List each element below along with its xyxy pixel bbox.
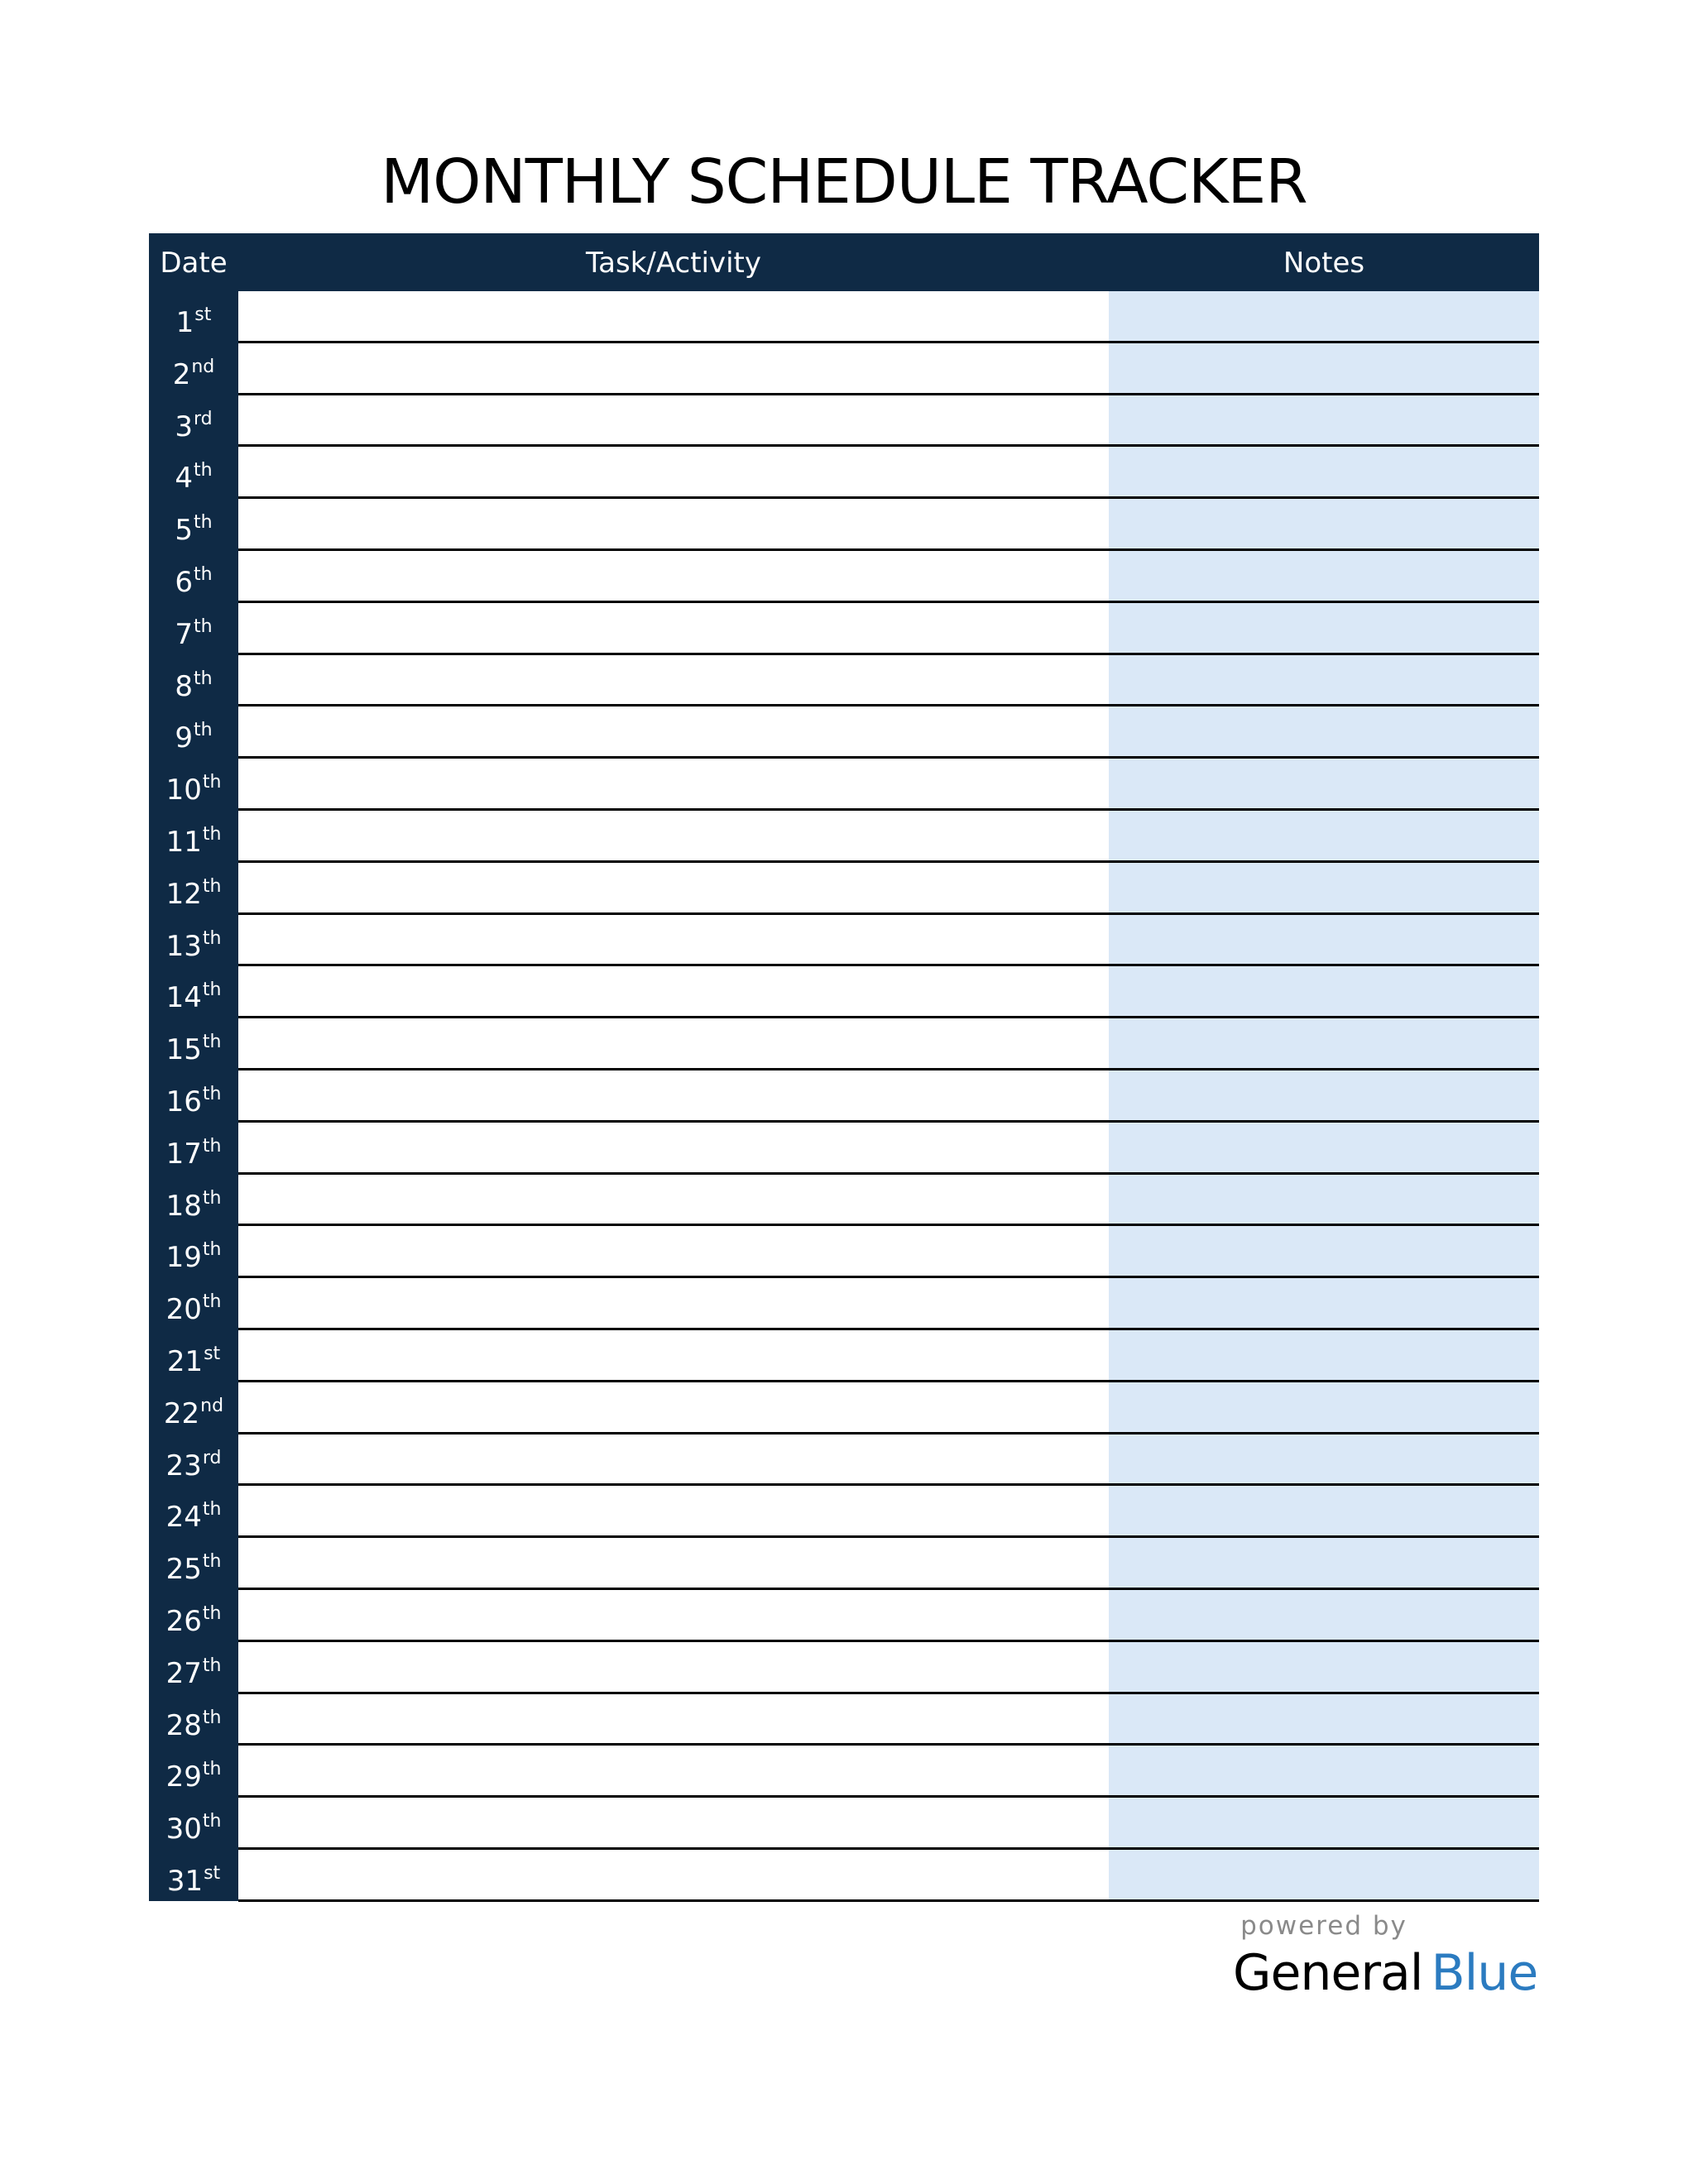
task-cell[interactable] [238, 1175, 1109, 1227]
date-cell [149, 551, 238, 603]
notes-cell[interactable] [1109, 966, 1539, 1018]
day-suffix: rd [194, 408, 213, 429]
task-cell[interactable] [238, 915, 1109, 967]
task-cell[interactable] [238, 759, 1109, 811]
table-row [149, 1538, 1539, 1590]
table-row [149, 759, 1539, 811]
task-cell[interactable] [238, 343, 1109, 395]
task-cell[interactable] [238, 655, 1109, 707]
table-row [149, 863, 1539, 915]
date-cell [149, 1486, 238, 1538]
day-suffix: th [202, 1032, 222, 1053]
day-number: 18 [165, 1189, 202, 1223]
day-number: 30 [165, 1813, 202, 1846]
day-number: 6 [175, 565, 194, 599]
day-suffix: th [194, 720, 213, 741]
notes-cell[interactable] [1109, 1330, 1539, 1382]
day-number: 20 [165, 1293, 202, 1327]
notes-cell[interactable] [1109, 1278, 1539, 1330]
table-row [149, 1175, 1539, 1227]
table-row [149, 1642, 1539, 1694]
day-suffix: th [202, 1239, 222, 1261]
notes-cell[interactable] [1109, 1798, 1539, 1850]
date-cell [149, 706, 238, 759]
schedule-table [149, 233, 1539, 1901]
date-cell [149, 1175, 238, 1227]
date-cell [149, 1123, 238, 1175]
task-cell[interactable] [238, 1434, 1109, 1487]
day-number: 22 [163, 1396, 200, 1430]
task-cell[interactable] [238, 1642, 1109, 1694]
task-cell[interactable] [238, 1226, 1109, 1278]
day-number: 24 [165, 1501, 202, 1535]
notes-cell[interactable] [1109, 1642, 1539, 1694]
date-cell [149, 863, 238, 915]
notes-cell[interactable] [1109, 759, 1539, 811]
table-row [149, 1746, 1539, 1798]
day-suffix: st [204, 1862, 221, 1884]
notes-cell[interactable] [1109, 603, 1539, 655]
notes-cell[interactable] [1109, 1746, 1539, 1798]
table-row [149, 811, 1539, 863]
date-cell [149, 603, 238, 655]
task-cell[interactable] [238, 811, 1109, 863]
table-row [149, 1070, 1539, 1123]
task-cell[interactable] [238, 603, 1109, 655]
date-cell [149, 1070, 238, 1123]
notes-cell[interactable] [1109, 343, 1539, 395]
task-cell[interactable] [238, 1694, 1109, 1746]
table-row [149, 1694, 1539, 1746]
task-cell[interactable] [238, 291, 1109, 343]
notes-cell[interactable] [1109, 1123, 1539, 1175]
table-row [149, 343, 1539, 395]
notes-cell[interactable] [1109, 1694, 1539, 1746]
day-number: 14 [165, 981, 202, 1015]
table-row [149, 499, 1539, 551]
date-cell [149, 1590, 238, 1642]
day-number: 16 [165, 1085, 202, 1118]
date-cell [149, 1642, 238, 1694]
table-row [149, 1382, 1539, 1434]
notes-cell[interactable] [1109, 1590, 1539, 1642]
day-suffix: th [194, 668, 213, 689]
powered-by-label: powered by [1240, 1911, 1407, 1941]
brand-part-blue: Blue [1431, 1944, 1538, 2002]
day-number: 13 [165, 929, 202, 963]
table-row [149, 291, 1539, 343]
day-number: 26 [165, 1604, 202, 1638]
notes-cell[interactable] [1109, 863, 1539, 915]
day-number: 8 [175, 669, 194, 703]
date-cell [149, 1018, 238, 1070]
task-cell[interactable] [238, 1538, 1109, 1590]
header-task-activity: Task/Activity [586, 247, 761, 280]
day-number: 19 [165, 1241, 202, 1275]
notes-cell[interactable] [1109, 291, 1539, 343]
day-number: 17 [165, 1137, 202, 1171]
task-cell[interactable] [238, 706, 1109, 759]
day-suffix: th [202, 1135, 222, 1157]
notes-cell[interactable] [1109, 395, 1539, 448]
task-cell[interactable] [238, 447, 1109, 499]
table-row [149, 1226, 1539, 1278]
day-number: 28 [165, 1708, 202, 1742]
date-cell [149, 1538, 238, 1590]
table-row [149, 1330, 1539, 1382]
task-cell[interactable] [238, 1590, 1109, 1642]
day-number: 5 [175, 514, 194, 548]
day-suffix: th [202, 927, 222, 949]
day-suffix: st [194, 304, 212, 325]
day-suffix: nd [191, 356, 215, 377]
day-number: 31 [166, 1864, 204, 1898]
notes-cell[interactable] [1109, 1850, 1539, 1902]
table-row [149, 447, 1539, 499]
table-row [149, 966, 1539, 1018]
task-cell[interactable] [238, 499, 1109, 551]
notes-cell[interactable] [1109, 1382, 1539, 1434]
header-notes: Notes [1283, 247, 1365, 280]
table-row [149, 1798, 1539, 1850]
table-row [149, 1018, 1539, 1070]
table-row [149, 1123, 1539, 1175]
notes-cell[interactable] [1109, 706, 1539, 759]
day-suffix: th [202, 1551, 222, 1573]
day-suffix: th [202, 1759, 222, 1780]
day-suffix: th [202, 875, 222, 897]
table-row [149, 1278, 1539, 1330]
date-cell [149, 915, 238, 967]
day-suffix: th [194, 563, 213, 585]
date-cell [149, 499, 238, 551]
notes-cell[interactable] [1109, 811, 1539, 863]
table-row [149, 655, 1539, 707]
date-cell [149, 1850, 238, 1902]
notes-cell[interactable] [1109, 499, 1539, 551]
notes-cell[interactable] [1109, 1175, 1539, 1227]
header-date: Date [160, 247, 228, 280]
notes-cell[interactable] [1109, 1070, 1539, 1123]
day-suffix: th [202, 1602, 222, 1624]
date-cell [149, 1226, 238, 1278]
table-row [149, 915, 1539, 967]
date-cell [149, 447, 238, 499]
day-number: 29 [165, 1760, 202, 1794]
day-suffix: th [202, 1811, 222, 1832]
task-cell[interactable] [238, 1382, 1109, 1434]
day-number: 15 [165, 1033, 202, 1067]
day-number: 27 [165, 1656, 202, 1690]
table-row [149, 1590, 1539, 1642]
date-cell [149, 966, 238, 1018]
day-number: 25 [165, 1553, 202, 1587]
day-number: 23 [165, 1449, 202, 1482]
task-cell[interactable] [238, 966, 1109, 1018]
notes-cell[interactable] [1109, 1486, 1539, 1538]
table-row [149, 551, 1539, 603]
task-cell[interactable] [238, 1330, 1109, 1382]
task-cell[interactable] [238, 1123, 1109, 1175]
date-cell [149, 811, 238, 863]
date-cell [149, 1382, 238, 1434]
day-number: 10 [165, 774, 202, 807]
day-suffix: th [202, 1291, 222, 1313]
table-row [149, 1850, 1539, 1902]
notes-cell[interactable] [1109, 1226, 1539, 1278]
date-cell [149, 1330, 238, 1382]
day-suffix: nd [200, 1395, 224, 1416]
day-number: 1 [175, 306, 194, 339]
date-cell [149, 1434, 238, 1487]
day-number: 21 [166, 1344, 204, 1378]
notes-cell[interactable] [1109, 1434, 1539, 1487]
day-suffix: th [202, 1707, 222, 1728]
day-suffix: th [202, 1499, 222, 1521]
task-cell[interactable] [238, 863, 1109, 915]
day-suffix: th [194, 615, 213, 637]
table-row [149, 1434, 1539, 1487]
date-cell [149, 655, 238, 707]
day-suffix: th [202, 1187, 222, 1209]
notes-cell[interactable] [1109, 915, 1539, 967]
day-number: 11 [165, 825, 202, 859]
task-cell[interactable] [238, 1850, 1109, 1902]
notes-cell[interactable] [1109, 447, 1539, 499]
day-suffix: th [202, 772, 222, 793]
date-cell [149, 1278, 238, 1330]
task-cell[interactable] [238, 1018, 1109, 1070]
notes-cell[interactable] [1109, 1538, 1539, 1590]
day-number: 9 [175, 721, 194, 755]
table-header [149, 233, 1539, 291]
table-row [149, 603, 1539, 655]
task-cell[interactable] [238, 395, 1109, 448]
day-number: 7 [175, 617, 194, 651]
day-number: 4 [175, 462, 194, 496]
notes-cell[interactable] [1109, 551, 1539, 603]
table-row [149, 1486, 1539, 1538]
task-cell[interactable] [238, 1278, 1109, 1330]
task-cell[interactable] [238, 1746, 1109, 1798]
row-divider [238, 1899, 1539, 1902]
date-cell [149, 1798, 238, 1850]
task-cell[interactable] [238, 1070, 1109, 1123]
brand-part-general: General [1233, 1944, 1423, 2002]
day-suffix: th [202, 1083, 222, 1104]
notes-cell[interactable] [1109, 1018, 1539, 1070]
table-body [149, 291, 1539, 1902]
day-suffix: th [194, 460, 213, 481]
notes-cell[interactable] [1109, 655, 1539, 707]
page-title: MONTHLY SCHEDULE TRACKER [381, 146, 1307, 218]
date-cell [149, 343, 238, 395]
day-suffix: th [202, 1655, 222, 1676]
date-cell [149, 291, 238, 343]
table-row [149, 706, 1539, 759]
day-suffix: rd [202, 1447, 222, 1468]
day-number: 2 [172, 357, 191, 391]
day-number: 12 [165, 877, 202, 911]
date-cell [149, 1746, 238, 1798]
task-cell[interactable] [238, 1798, 1109, 1850]
day-suffix: th [202, 979, 222, 1001]
day-suffix: th [194, 512, 213, 534]
date-cell [149, 1694, 238, 1746]
task-cell[interactable] [238, 551, 1109, 603]
date-cell [149, 759, 238, 811]
day-suffix: th [202, 823, 222, 845]
task-cell[interactable] [238, 1486, 1109, 1538]
date-cell [149, 395, 238, 448]
day-number: 3 [175, 410, 193, 443]
table-row [149, 395, 1539, 448]
brand-logo [1233, 1944, 1537, 2002]
day-suffix: st [204, 1343, 221, 1364]
